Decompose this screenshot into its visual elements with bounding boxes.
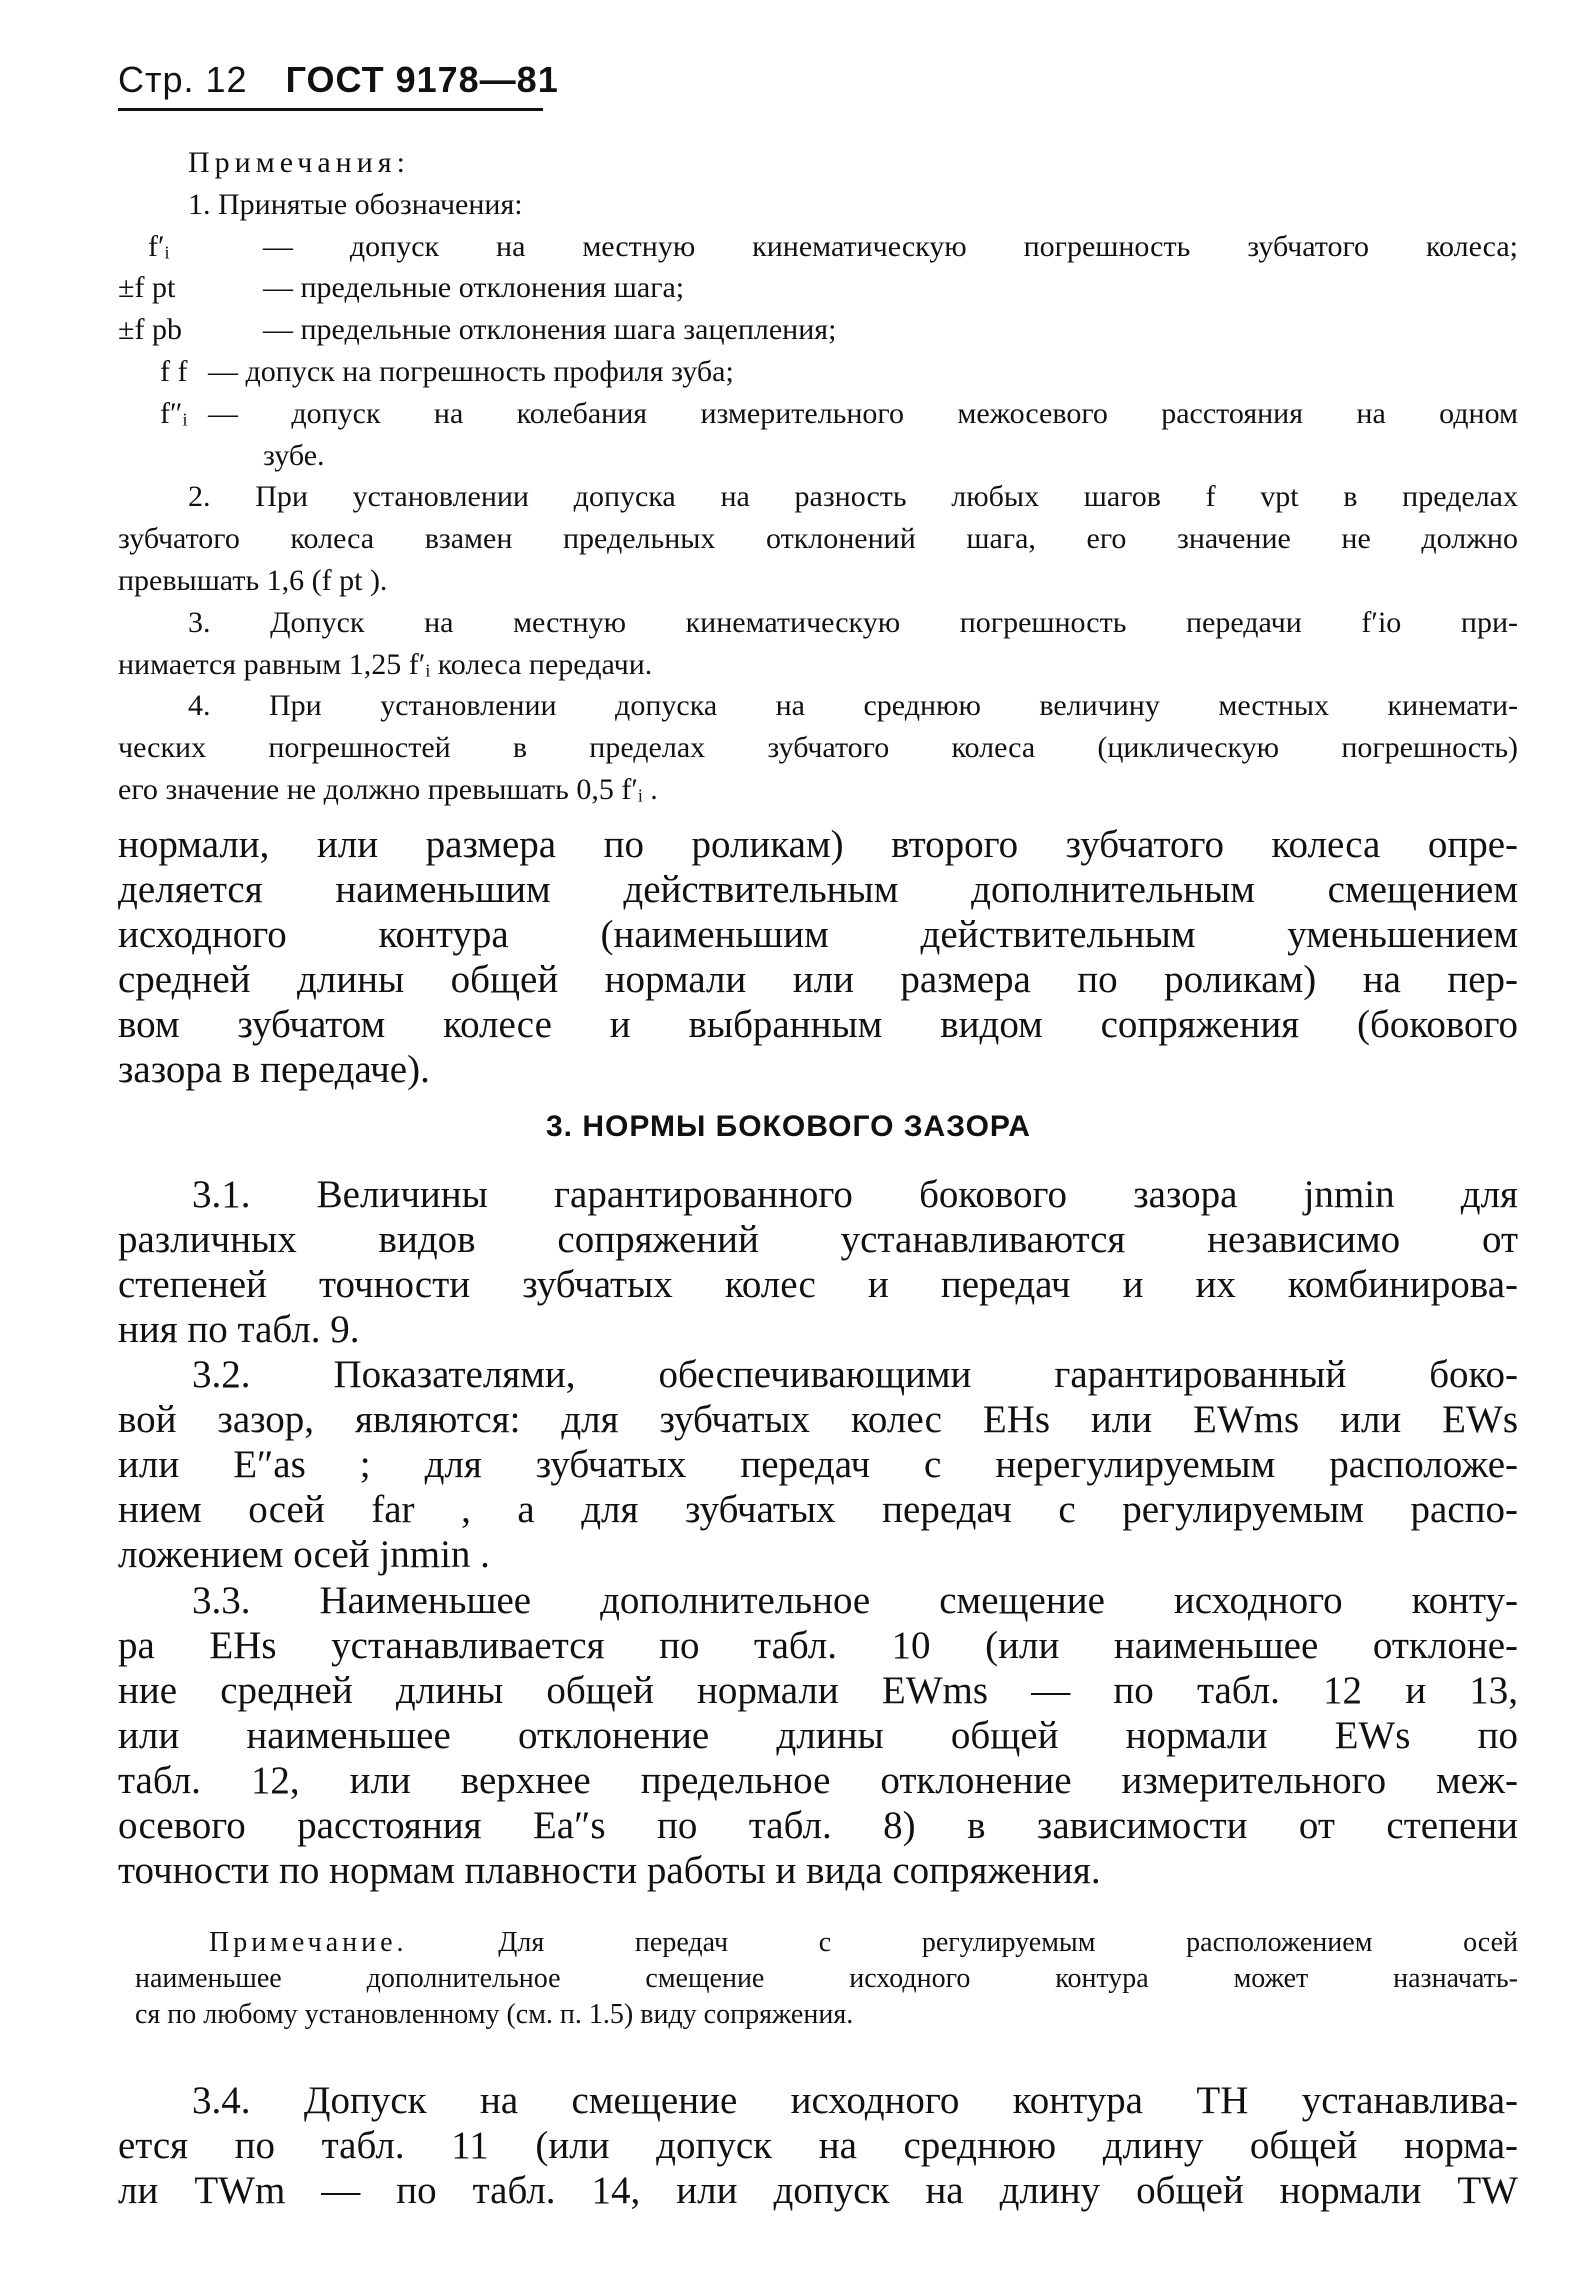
text-line: наименьшее дополнительное смещение исходного контура может назначать- xyxy=(135,1963,1518,1994)
symbol-row xyxy=(118,435,1518,477)
header-line xyxy=(118,58,559,102)
note-label: Примечание. xyxy=(209,1927,408,1958)
notes-block xyxy=(118,142,1518,811)
text-line: нием осей far , а для зубчатых передач с регулируемым распо- xyxy=(118,1488,1518,1531)
text-line: зубчатого колеса взамен предельных отклонений шага, его значение не должно xyxy=(118,522,1518,556)
text-line: вом зубчатом колесе и выбранным видом сопряжения (бокового xyxy=(118,1003,1518,1046)
symbol-row xyxy=(118,309,1518,351)
notes-item-1: 1. Принятые обозначения: xyxy=(188,187,523,221)
text-line: ние средней длины общей нормали EWms — по табл. 12 и 13, xyxy=(118,1669,1518,1712)
paragraph-3-4 xyxy=(118,2078,1518,2213)
symbol: f″ᵢ xyxy=(160,396,188,430)
notes-item-2 xyxy=(118,476,1518,601)
symbol-row xyxy=(118,393,1518,435)
text-line: ния по табл. 9. xyxy=(118,1308,360,1351)
text-line: 4. При установлении допуска на среднюю величину местных кинемати- xyxy=(188,689,1518,723)
symbol-row xyxy=(118,226,1518,268)
text-line: средней длины общей нормали или размера по роликам) на пер- xyxy=(118,958,1518,1001)
text-line: ли TWm — по табл. 14, или допуск на длину общей нормали TW xyxy=(118,2169,1518,2212)
symbol-description: — предельные отклонения шага; xyxy=(263,271,685,305)
symbol-description: — допуск на колебания измерительного межосевого расстояния на одном xyxy=(208,396,1518,430)
notes-item-4 xyxy=(118,685,1518,810)
text-line: 3.1. Величины гарантированного бокового зазора jnmin для xyxy=(192,1173,1518,1216)
paragraph-3-3 xyxy=(118,1578,1518,1893)
symbol-description: — допуск на погрешность профиля зуба; xyxy=(208,354,734,388)
standard-code: ГОСТ 9178—81 xyxy=(285,59,559,100)
text-line: исходного контура (наименьшим действительным уменьшением xyxy=(118,913,1518,956)
text-line: его значение не должно превышать 0,5 f′ᵢ . xyxy=(118,772,658,806)
header-rule xyxy=(118,108,543,111)
section-title: 3. НОРМЫ БОКОВОГО ЗАЗОРА xyxy=(546,1110,1031,1143)
text-line: деляется наименьшим действительным дополнительным смещением xyxy=(118,868,1518,911)
text-line: или E″as ; для зубчатых передач с нерегулируемым расположе- xyxy=(118,1443,1518,1486)
symbol-row xyxy=(118,351,1518,393)
symbol: f′ᵢ xyxy=(148,229,170,263)
paragraph-3-1 xyxy=(118,1172,1518,1352)
text-line: 3.4. Допуск на смещение исходного контура TH устанавлива- xyxy=(192,2079,1518,2122)
text-line: ложением осей jnmin . xyxy=(118,1533,490,1576)
text-line: ра EHs устанавливается по табл. 10 (или наименьшее отклоне- xyxy=(118,1624,1518,1667)
footnote-block xyxy=(135,1925,1518,2033)
note-text: Для передач с регулируемым расположением осей xyxy=(498,1927,1518,1958)
text-line: превышать 1,6 (f pt ). xyxy=(118,563,388,597)
text-line: нормали, или размера по роликам) второго зубчатого колеса опре- xyxy=(118,823,1518,866)
symbol-description: зубе. xyxy=(263,438,325,472)
text-line: 2. При установлении допуска на разность любых шагов f vpt в пределах xyxy=(188,480,1518,514)
symbol-row xyxy=(118,267,1518,309)
symbol: f f xyxy=(160,354,188,388)
symbol-description: — предельные отклонения шага зацепления; xyxy=(263,313,837,347)
text-line: 3.3. Наименьшее дополнительное смещение исходного конту- xyxy=(192,1579,1518,1622)
symbol: ±f pt xyxy=(118,271,176,305)
page-header xyxy=(118,58,559,128)
text-line: вой зазор, являются: для зубчатых колес EHs или EWms или EWs xyxy=(118,1398,1518,1441)
text-line: 3.2. Показателями, обеспечивающими гарантированный боко- xyxy=(192,1353,1518,1396)
symbol: ±f pb xyxy=(118,313,182,347)
text-line xyxy=(135,1925,1518,1961)
text-line: нимается равным 1,25 f′ᵢ колеса передачи. xyxy=(118,647,653,681)
text-line: или наименьшее отклонение длины общей нормали EWs по xyxy=(118,1714,1518,1757)
text-line: степеней точности зубчатых колес и передач и их комбинирова- xyxy=(118,1263,1518,1306)
continuation-paragraph xyxy=(118,822,1518,1092)
symbol-description: — допуск на местную кинематическую погрешность зубчатого колеса; xyxy=(263,229,1518,263)
text-line: ческих погрешностей в пределах зубчатого колеса (циклическую погрешность) xyxy=(118,731,1518,765)
text-line: различных видов сопряжений устанавливаются независимо от xyxy=(118,1218,1518,1261)
text-line: точности по нормам плавности работы и вида сопряжения. xyxy=(118,1849,1101,1892)
page-number: Стр. 12 xyxy=(118,59,248,100)
paragraph-3-2 xyxy=(118,1352,1518,1577)
text-line: 3. Допуск на местную кинематическую погрешность передачи f′io при- xyxy=(188,605,1518,639)
text-line: ется по табл. 11 (или допуск на среднюю длину общей норма- xyxy=(118,2124,1518,2167)
notes-item-3 xyxy=(118,602,1518,686)
text-line: табл. 12, или верхнее предельное отклонение измерительного меж- xyxy=(118,1759,1518,1802)
text-line: ся по любому установленному (см. п. 1.5) виду сопряжения. xyxy=(135,1999,854,2030)
text-line: зазора в передаче). xyxy=(118,1048,430,1091)
text-line: осевого расстояния Ea″s по табл. 8) в зависимости от степени xyxy=(118,1804,1518,1847)
notes-title: Примечания: xyxy=(188,146,410,179)
